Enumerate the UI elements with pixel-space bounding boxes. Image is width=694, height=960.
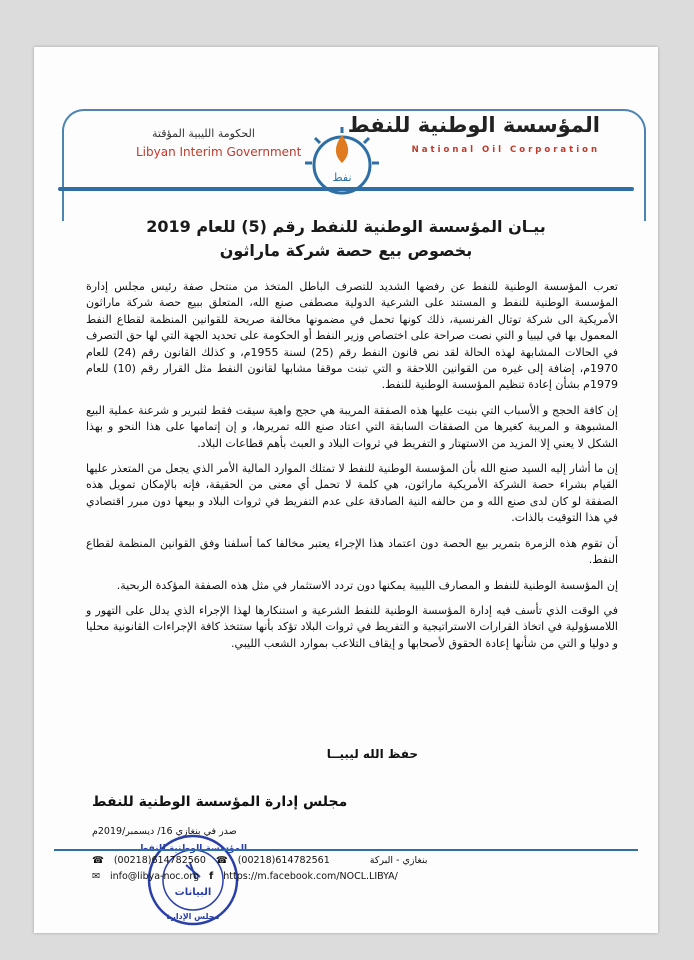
email-address[interactable]: info@libya-noc.org [109,871,200,882]
footer-row-web [92,869,428,885]
paragraph: إن المؤسسة الوطنية للنفط و المصارف الليبية يمكنها دون تردد الاستثمار في مثل هذه الصفقة المؤكدة الربحية. [116,578,618,592]
email-icon: ✉ [92,871,100,882]
paragraph: تعرب المؤسسة الوطنية للنفط عن رفضها الشديد للتصرف الباطل المتخذ من منتحل صفة رئيس مجلس إدارة المؤسسة الوطنية للنفط و المستند على الشرعية الدولية مصطفى صنع الله، المتعلق ببيع حصة شركة ماراثون الأمريكية الى شركة توتال الفرنسية، ذلك كونها تحمل في مضمونها مخالفة صريحة للقوانين المنظمة لقطاع النفط المعمول بها في ليبيا و التي نصت صراحة على اختصاص وزير النفط أو الحكومة على تحديد الجهة التي لها حق التصرف في الحالات المشابهة لهذه الحالة لقد نص قانون النفط رقم (25) لسنة 1955م، و كذلك القانون رقم (24) للعام 1970م، إضافة إلى غيره من القوانين اللاحقة و التي تبنت موقفا مشابها لقانون النفط مثل القرار رقم (10) للعام 1979م بشأن إعادة تنظيم المؤسسة الوطنية للنفط. [86,280,619,392]
noc-logo-icon [302,125,382,199]
phone-1: (00218)614782560 [113,855,206,866]
gov-name-english: Libyan Interim Government [136,145,302,159]
closing-phrase: حفظ الله ليبيــا [326,747,418,761]
paragraph: في الوقت الذي تأسف فيه إدارة المؤسسة الوطنية للنفط الشرعية و استنكارها لهذا الإجراء الذي يدلل على التهور و اللامسؤولية في اتخاذ القرارات الاستراتيجية و التفريط في ثروات البلاد تؤكد بأنها ستتخذ كافة الإجراءات القانونية محليا و دوليا و التي من شأنها إعادة الحقوق لأصحابها و إيقاف التلاعب بموارد الشعب الليبي. [86,603,618,650]
phone-2: (00218)614782561 [237,855,330,866]
gov-name-arabic: الحكومة الليبية المؤقتة [152,127,255,140]
phone-icon: ☎ [92,855,104,866]
facebook-link[interactable]: https://m.facebook.com/NOCL.LIBYA/ [223,871,398,882]
document-page [34,47,658,933]
phone-icon: ☎ [215,855,228,866]
stamp-bottom-text: مجلس الإدارة [166,912,220,921]
footer-row-phones [92,853,428,869]
org-name-arabic: المؤسسة الوطنية للنفط [347,113,600,137]
title-line-2: بخصوص بيع حصة شركة ماراثون [219,241,473,260]
logo-text: نفط [332,171,352,184]
address: بنغازي - البركة [369,855,428,866]
title-line-1: بيـان المؤسسة الوطنية للنفط رقم (5) للعام 2019 [146,217,546,236]
facebook-icon: f [209,871,214,882]
stamp-middle-text: البيانات [174,887,212,898]
issue-date: صدر في بنغازي 16/ ديسمبر/2019م [92,826,237,837]
paragraph: إن كافة الحجج و الأسباب التي بنيت عليها هذه الصفقة المريبة هي حجج واهية سيقت فقط لتبرير و شرعنة عملية البيع المشبوهة و المريبة كغيرها من الصفقات السابقة التي اعتاد صنع الله تمريرها، و إن إتمامها على هذا النحو و بهذا الشكل لا يعني إلا المزيد من الاستهتار و التفريط في ثروات البلاد و العبث بأهم قطاعات البلاد. [86,403,618,450]
paragraph: أن تقوم هذه الزمرة بتمرير بيع الحصة دون اعتماد هذا الإجراء يعتبر مخالفا كما أسلفنا وفق القوانين المنظمة لقطاع النفط. [86,536,618,567]
document-title [84,215,608,263]
statement-body [86,279,618,661]
paragraph: إن ما أشار إليه السيد صنع الله بأن المؤسسة الوطنية للنفط لا تمتلك الموارد المالية الأمر الذي يجعل من المتعذر عليها القيام بشراء حصة الشركة الأمريكية ماراثون، هي كلمة لا تحمل أي معنى من الحقيقة، فإنه بالإمكان تمويل هذه الصفقة لو كان لدى صنع الله و من حالفه النية الصادقة على عدم التفريط في ثروات البلاد و بيعها دون مبرر اقتصادي في هذا التوقيت بالذات. [86,462,618,525]
footer-contact [92,853,428,885]
org-name-english: National Oil Corporation [411,145,600,155]
footer-divider [54,849,638,851]
signatory: مجلس إدارة المؤسسة الوطنية للنفط [92,794,348,810]
